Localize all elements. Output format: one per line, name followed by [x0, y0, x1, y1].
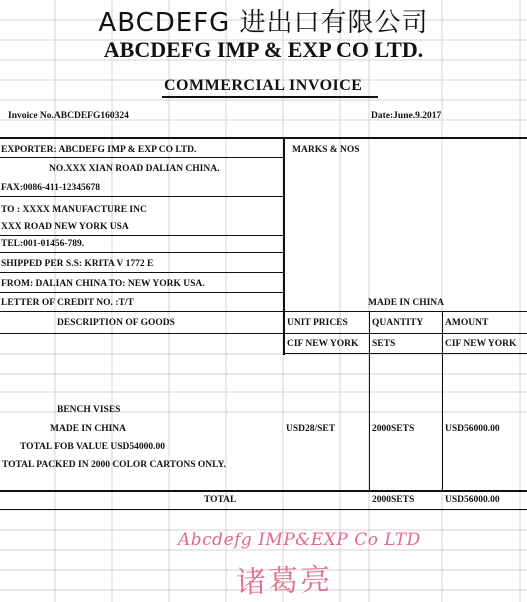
border-top: [0, 137, 527, 139]
border-route: [0, 292, 283, 293]
shipped-per: SHIPPED PER S.S: KRITA V 1772 E: [1, 259, 154, 269]
company-name-chinese: ABCDEFG 进出口有限公司: [98, 8, 429, 38]
consignee-name: TO : XXXX MANUFACTURE INC: [1, 205, 147, 215]
consignee-address: XXX ROAD NEW YORK USA: [1, 222, 129, 232]
header-description: DESCRIPTION OF GOODS: [57, 318, 175, 328]
header-unit-prices: UNIT PRICES: [287, 318, 348, 328]
header-quantity: QUANTITY: [372, 318, 424, 328]
header-amount: AMOUNT: [445, 318, 489, 328]
fob-total: TOTAL FOB VALUE USD54000.00: [20, 442, 166, 452]
border-to-address: [0, 235, 283, 236]
border-col-amount: [442, 311, 443, 491]
company-name-english: ABCDEFG IMP & EXP CO LTD.: [103, 37, 424, 62]
subheader-quantity-unit: SETS: [372, 339, 396, 349]
border-tel: [0, 252, 283, 253]
item-quantity: 2000SETS: [372, 424, 415, 434]
total-quantity: 2000SETS: [372, 495, 415, 505]
item-origin: MADE IN CHINA: [50, 424, 126, 434]
border-col-quantity: [369, 311, 370, 491]
border-table-bottom: [0, 490, 527, 492]
subheader-amount-terms: CIF NEW YORK: [445, 339, 517, 349]
border-shipped: [0, 272, 283, 273]
company-signature-stamp: Abcdefg IMP&EXP Co LTD: [178, 530, 421, 550]
consignee-tel: TEL:001-01456-789.: [1, 239, 85, 249]
item-amount: USD56000.00: [445, 424, 500, 434]
letter-of-credit: LETTER OF CREDIT NO. :T/T: [1, 298, 134, 308]
subheader-unit-terms: CIF NEW YORK: [287, 339, 359, 349]
invoice-date: Date:June.9.2017: [371, 111, 442, 121]
border-lc: [0, 311, 527, 312]
marks-made-in: MADE IN CHINA: [368, 298, 444, 308]
invoice-number: Invoice No.ABCDEFG160324: [8, 111, 129, 121]
document-title: COMMERCIAL INVOICE: [164, 77, 363, 94]
item-unit-price: USD28/SET: [286, 424, 336, 434]
handwritten-signature: 诸葛亮: [235, 562, 333, 601]
total-amount: USD56000.00: [445, 495, 500, 505]
item-name: BENCH VISES: [57, 405, 121, 415]
marks-label: MARKS & NOS: [292, 145, 360, 155]
packing-note: TOTAL PACKED IN 2000 COLOR CARTONS ONLY.: [2, 460, 226, 470]
border-exporter: [0, 157, 283, 158]
border-total: [0, 509, 527, 510]
border-table-header: [0, 333, 527, 334]
border-table-subheader: [283, 353, 527, 354]
exporter-address: NO.XXX XIAN ROAD DALIAN CHINA.: [49, 164, 220, 174]
exporter-fax: FAX:0086-411-12345678: [1, 183, 101, 193]
border-marks-divider: [283, 137, 285, 355]
total-label: TOTAL: [204, 495, 237, 505]
shipping-route: FROM: DALIAN CHINA TO: NEW YORK USA.: [1, 279, 205, 289]
title-underline: [162, 96, 378, 98]
border-fax: [0, 196, 283, 197]
exporter-name: EXPORTER: ABCDEFG IMP & EXP CO LTD.: [1, 145, 197, 155]
